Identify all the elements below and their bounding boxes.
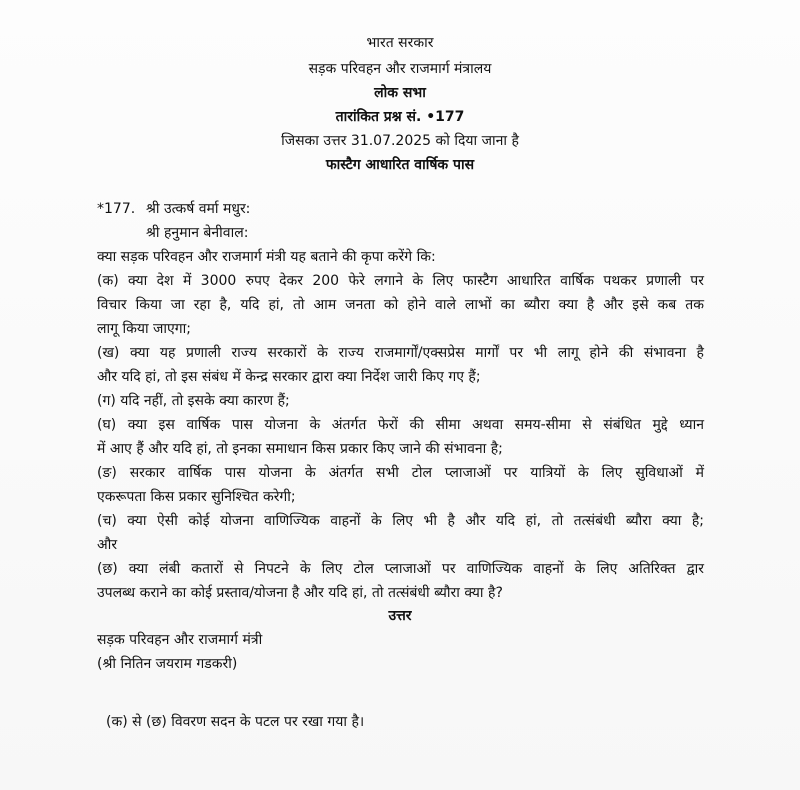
question-number-heading: तारांकित प्रश्न सं. •177: [335, 109, 465, 125]
question-part-cha-line-1: (च) क्या ऐसी कोई योजना वाणिज्यिक वाहनों के लिए भी है और यदि हां, तो तत्संबंधी ब्यौरा क्या है;: [97, 513, 704, 529]
question-number: *177.: [97, 201, 136, 217]
minister-name: (श्री नितिन जयराम गडकरी): [97, 656, 238, 672]
answer-date-line: जिसका उत्तर 31.07.2025 को दिया जाना है: [281, 133, 519, 149]
house-heading: लोक सभा: [374, 85, 426, 101]
question-part-kha-line-1: (ख) क्या यह प्रणाली राज्य सरकारों के राज्य राजमार्गों/एक्सप्रेस मार्गों पर भी लागू होने की संभावना है: [97, 345, 704, 361]
question-part-nga-line-2: एकरूपता किस प्रकार सुनिश्चित करेगी;: [97, 489, 296, 505]
question-part-chha-line-1: (छ) क्या लंबी कतारों से निपटने के लिए टोल प्लाजाओं पर वाणिज्यिक वाहनों के लिए अतिरिक्त द्वार: [97, 561, 704, 577]
question-part-ka-line-2: विचार किया जा रहा है, यदि हां, तो आम जनता को होने वाले लाभों का ब्यौरा क्या है और इसे कब तक: [97, 297, 704, 313]
question-part-chha-line-2: उपलब्ध कराने का कोई प्रस्ताव/योजना है और यदि हां, तो तत्संबंधी ब्यौरा क्या है?: [97, 585, 503, 601]
question-part-ga: (ग) यदि नहीं, तो इसके क्या कारण हैं;: [97, 393, 290, 409]
question-part-ka-line-3: लागू किया जाएगा;: [97, 321, 192, 337]
answer-statement: (क) से (छ) विवरण सदन के पटल पर रखा गया है।: [106, 714, 365, 730]
minister-title: सड़क परिवहन और राजमार्ग मंत्री: [97, 632, 263, 648]
question-part-ka-line-1: (क) क्या देश में 3000 रुपए देकर 200 फेरे लगाने के लिए फास्टैग आधारित वार्षिक पथकर प्रणाली पर: [97, 273, 704, 289]
question-part-nga-line-1: (ङ) सरकार वार्षिक पास योजना के अंतर्गत सभी टोल प्लाजाओं पर यात्रियों के लिए सुविधाओं में: [97, 465, 704, 481]
member-name-1: श्री उत्कर्ष वर्मा मधुर:: [146, 201, 251, 217]
question-part-gha-line-1: (घ) क्या इस वार्षिक पास योजना के अंतर्गत फेरों की सीमा अथवा समय-सीमा से संबंधित मुद्दे ध्यान: [97, 417, 704, 433]
question-part-cha-line-2: और: [97, 537, 118, 553]
government-heading: भारत सरकार: [366, 35, 434, 51]
member-name-2: श्री हनुमान बेनीवाल:: [146, 225, 249, 241]
answer-heading: उत्तर: [388, 608, 412, 624]
question-part-kha-line-2: और यदि हां, तो इस संबंध में केन्द्र सरकार द्वारा क्या निर्देश जारी किए गए हैं;: [97, 369, 481, 385]
ministry-heading: सड़क परिवहन और राजमार्ग मंत्रालय: [308, 61, 492, 77]
question-intro: क्या सड़क परिवहन और राजमार्ग मंत्री यह बताने की कृपा करेंगे कि:: [97, 249, 436, 265]
question-part-gha-line-2: में आए हैं और यदि हां, तो इनका समाधान किस प्रकार किए जाने की संभावना है;: [97, 441, 503, 457]
subject-heading: फास्टैग आधारित वार्षिक पास: [325, 157, 475, 173]
